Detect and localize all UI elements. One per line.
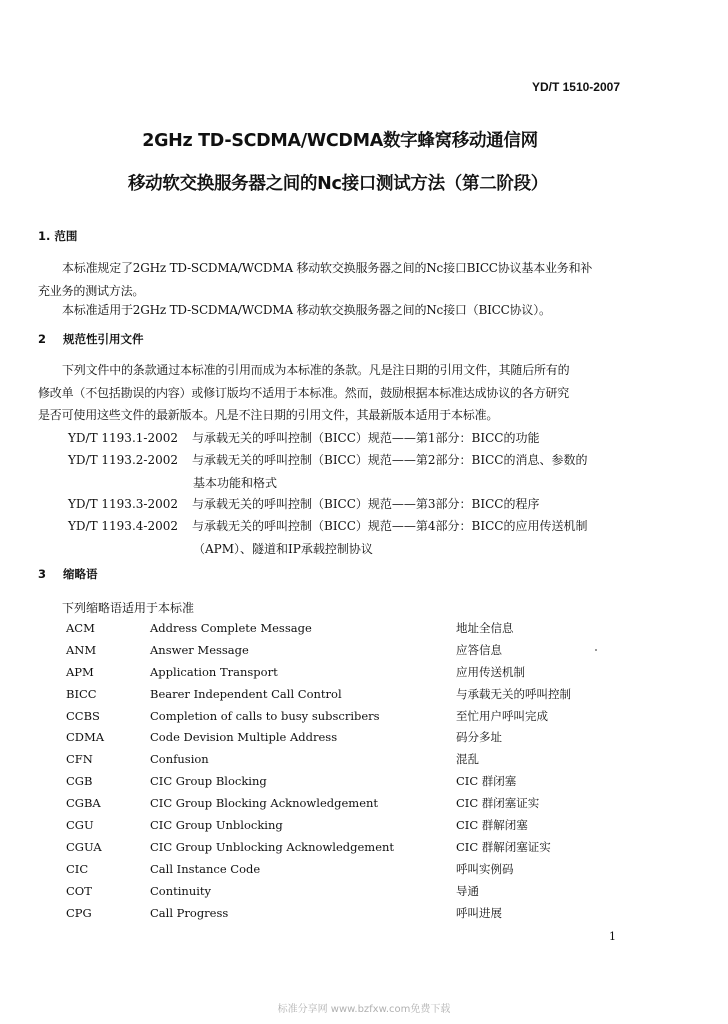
abbr: CGB bbox=[66, 774, 93, 789]
standard-number: YD/T 1510-2007 bbox=[531, 80, 620, 94]
section-1-heading bbox=[38, 228, 77, 244]
reference-desc: 与承载无关的呼叫控制（BICC）规范——第4部分：BICC的应用传送机制 bbox=[192, 519, 588, 533]
abbr: CGUA bbox=[66, 839, 102, 854]
section-1-title: . 范围 bbox=[46, 229, 78, 243]
reference-desc-continued: 基本功能和格式 bbox=[193, 475, 278, 490]
abbr-english: Address Complete Message bbox=[150, 621, 312, 635]
abbreviation-row bbox=[64, 662, 624, 684]
abbreviation-row bbox=[64, 837, 624, 859]
abbreviation-intro: 下列缩略语适用于本标准 bbox=[62, 601, 195, 615]
abbreviation-row bbox=[64, 706, 624, 728]
section-2-paragraph bbox=[38, 359, 628, 427]
abbr-english: Call Instance Code bbox=[150, 861, 261, 876]
abbr-chinese: 地址全信息 bbox=[456, 621, 514, 635]
abbreviation-row bbox=[64, 640, 624, 662]
abbreviation-row bbox=[64, 727, 624, 749]
abbr-chinese: 应答信息 bbox=[456, 642, 502, 657]
abbr: CIC bbox=[66, 861, 89, 876]
abbr: CDMA bbox=[66, 730, 105, 745]
reference-item bbox=[68, 427, 539, 450]
abbreviation-row bbox=[64, 903, 624, 925]
abbr-english: Continuity bbox=[150, 883, 212, 898]
abbr-english: Code Devision Multiple Address bbox=[150, 730, 338, 745]
abbr: APM bbox=[66, 664, 94, 679]
section-3-heading bbox=[38, 566, 98, 582]
abbreviation-row bbox=[64, 859, 624, 881]
reference-code: YD/T 1193.2-2002 bbox=[68, 453, 178, 467]
section-2-heading bbox=[38, 331, 144, 347]
abbreviation-table bbox=[64, 618, 624, 924]
abbr-chinese: CIC 群闭塞证实 bbox=[456, 796, 540, 811]
abbr: ACM bbox=[66, 621, 95, 635]
abbr-english: CIC Group Unblocking Acknowledgement bbox=[150, 839, 395, 854]
abbreviation-row bbox=[64, 749, 624, 771]
abbr: CCBS bbox=[66, 708, 100, 723]
reference-desc-continued: （APM）、隧道和IP承载控制协议 bbox=[193, 541, 373, 556]
reference-item bbox=[68, 493, 539, 516]
section-1-paragraph-2 bbox=[38, 299, 628, 322]
section-3-number: 3 bbox=[38, 567, 47, 581]
abbr-english: Application Transport bbox=[150, 664, 278, 679]
abbr: CGU bbox=[66, 818, 94, 833]
reference-desc: 与承载无关的呼叫控制（BICC）规范——第3部分：BICC的程序 bbox=[192, 497, 540, 511]
document-title-line-2: 移动软交换服务器之间的Nc接口测试方法（第二阶段） bbox=[127, 174, 549, 194]
abbreviation-row bbox=[64, 815, 624, 837]
section-2-title: 规范性引用文件 bbox=[63, 332, 144, 346]
reference-desc: 与承载无关的呼叫控制（BICC）规范——第2部分：BICC的消息、参数的 bbox=[192, 453, 588, 467]
abbr-english: CIC Group Blocking Acknowledgement bbox=[150, 796, 379, 811]
section-1-para1-line1: 本标准规定了2GHz TD-SCDMA/WCDMA 移动软交换服务器之间的Nc接口BICC协议基本业务和补 bbox=[62, 261, 593, 275]
document-title-line-1: 2GHz TD-SCDMA/WCDMA数字蜂窝移动通信网 bbox=[142, 131, 538, 151]
abbr-english: CIC Group Blocking bbox=[150, 774, 267, 789]
reference-item bbox=[68, 449, 587, 494]
abbr-chinese: 呼叫实例码 bbox=[456, 861, 514, 876]
abbr: BICC bbox=[66, 686, 97, 701]
abbr: CPG bbox=[66, 905, 92, 920]
abbr-chinese: 至忙用户呼叫完成 bbox=[456, 708, 548, 723]
section-1-para1-line2: 充业务的测试方法。 bbox=[38, 283, 145, 298]
abbr-english: Call Progress bbox=[150, 905, 229, 920]
scan-speck bbox=[595, 649, 597, 651]
abbr-chinese: CIC 群闭塞 bbox=[456, 774, 517, 789]
abbr-chinese: CIC 群解闭塞证实 bbox=[456, 839, 551, 854]
abbr-chinese: 混乱 bbox=[456, 752, 479, 767]
abbr-english: Completion of calls to busy subscribers bbox=[150, 708, 380, 723]
section-2-number: 2 bbox=[38, 332, 47, 346]
abbr: CGBA bbox=[66, 796, 101, 811]
abbreviation-row bbox=[64, 684, 624, 706]
reference-desc: 与承载无关的呼叫控制（BICC）规范——第1部分：BICC的功能 bbox=[192, 431, 540, 445]
abbr: COT bbox=[66, 883, 92, 898]
section-1-number: 1 bbox=[38, 229, 47, 243]
reference-item bbox=[68, 515, 587, 560]
abbr-chinese: 呼叫进展 bbox=[456, 905, 502, 920]
section-1-para2: 本标准适用于2GHz TD-SCDMA/WCDMA 移动软交换服务器之间的Nc接口（BICC协议）。 bbox=[62, 303, 551, 317]
section-2-para-line1: 下列文件中的条款通过本标准的引用而成为本标准的条款。凡是注日期的引用文件，其随后所有的 bbox=[62, 363, 570, 377]
reference-code: YD/T 1193.4-2002 bbox=[68, 519, 178, 533]
abbr-chinese: 应用传送机制 bbox=[456, 664, 525, 679]
footer-watermark: 标准分享网 www.bzfxw.com免费下载 bbox=[277, 1004, 451, 1015]
abbr: ANM bbox=[66, 642, 97, 657]
section-3-title: 缩略语 bbox=[63, 567, 98, 581]
section-2-para-line3: 是否可使用这些文件的最新版本。凡是不注日期的引用文件，其最新版本适用于本标准。 bbox=[38, 408, 499, 422]
abbr-chinese: 码分多址 bbox=[456, 730, 502, 745]
abbr-english: Bearer Independent Call Control bbox=[150, 686, 342, 701]
section-1-paragraph-1 bbox=[38, 257, 628, 302]
abbreviation-row bbox=[64, 881, 624, 903]
abbr-english: Confusion bbox=[150, 752, 209, 767]
abbr-chinese: CIC 群解闭塞 bbox=[456, 818, 528, 833]
abbr-chinese: 与承载无关的呼叫控制 bbox=[456, 686, 571, 701]
abbreviation-row bbox=[64, 771, 624, 793]
abbreviation-row bbox=[64, 618, 624, 640]
reference-code: YD/T 1193.3-2002 bbox=[68, 497, 178, 511]
abbr-english: Answer Message bbox=[150, 642, 249, 657]
abbreviation-row bbox=[64, 793, 624, 815]
abbr: CFN bbox=[66, 752, 93, 767]
page-number: 1 bbox=[609, 930, 616, 943]
abbr-chinese: 导通 bbox=[456, 883, 479, 898]
reference-code: YD/T 1193.1-2002 bbox=[68, 431, 178, 445]
abbr-english: CIC Group Unblocking bbox=[150, 818, 283, 833]
section-2-para-line2: 修改单（不包括勘误的内容）或修订版均不适用于本标准。然而，鼓励根据本标准达成协议的各方研究 bbox=[38, 385, 570, 400]
